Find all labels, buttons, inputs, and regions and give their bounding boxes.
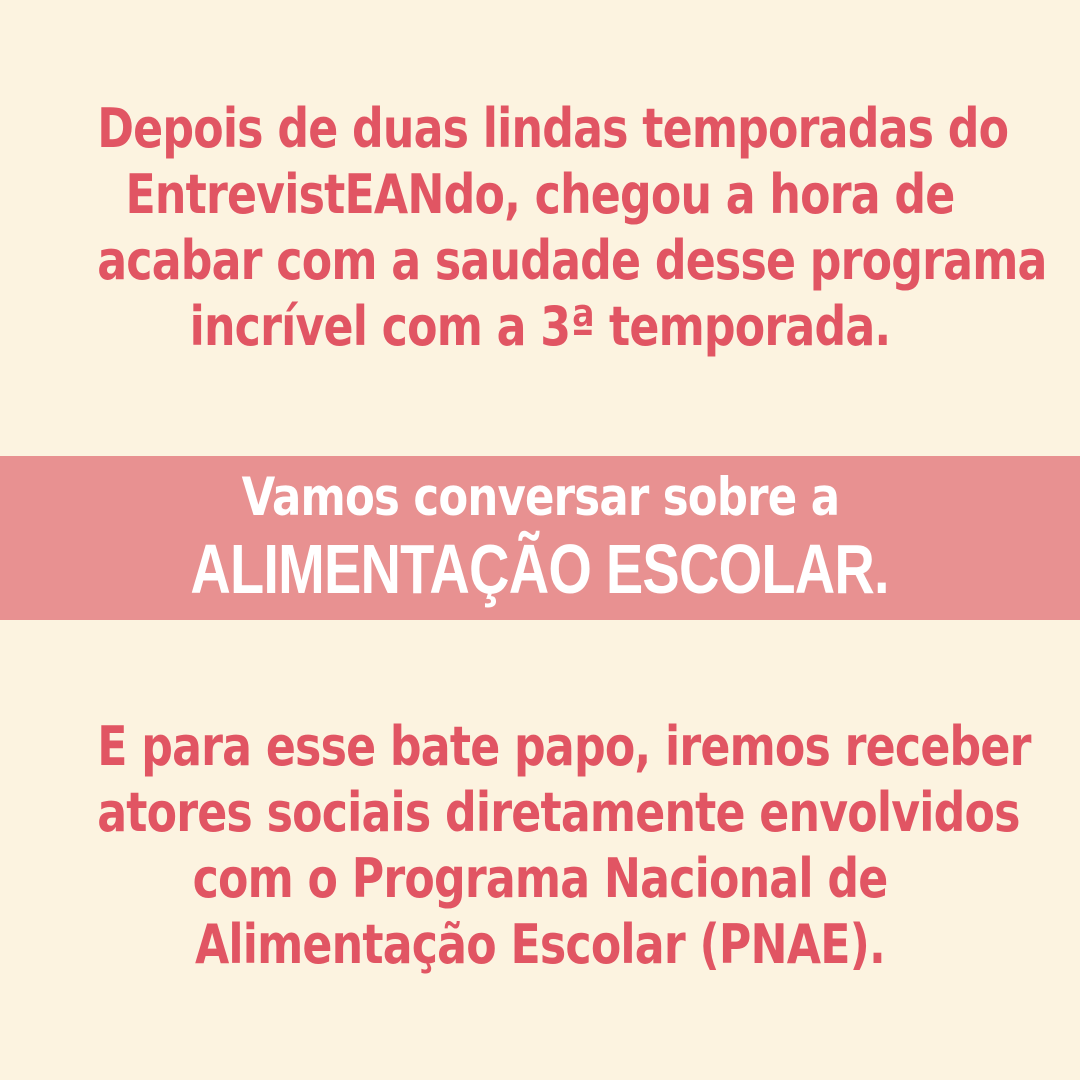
- intro-line-3: acabar com a saudade desse programa: [97, 229, 1047, 292]
- intro-line-1: Depois de duas lindas temporadas do: [97, 97, 1009, 160]
- banner-subtitle: Vamos conversar sobre a: [241, 467, 839, 528]
- intro-paragraph: [97, 96, 1047, 360]
- outro-line-4: Alimentação Escolar (PNAE).: [194, 913, 886, 976]
- outro-paragraph: [97, 714, 1031, 978]
- outro-line-2: atores sociais diretamente envolvidos: [97, 781, 1020, 844]
- banner-title: ALIMENTAÇÃO ESCOLAR.: [190, 530, 890, 608]
- intro-line-2: EntrevistEANdo, chegou a hora de: [125, 163, 955, 226]
- outro-line-3: com o Programa Nacional de: [192, 847, 888, 910]
- outro-line-1: E para esse bate papo, iremos receber: [97, 715, 1031, 778]
- intro-line-4: incrível com a 3ª temporada.: [189, 295, 891, 358]
- highlight-banner: [0, 456, 1080, 620]
